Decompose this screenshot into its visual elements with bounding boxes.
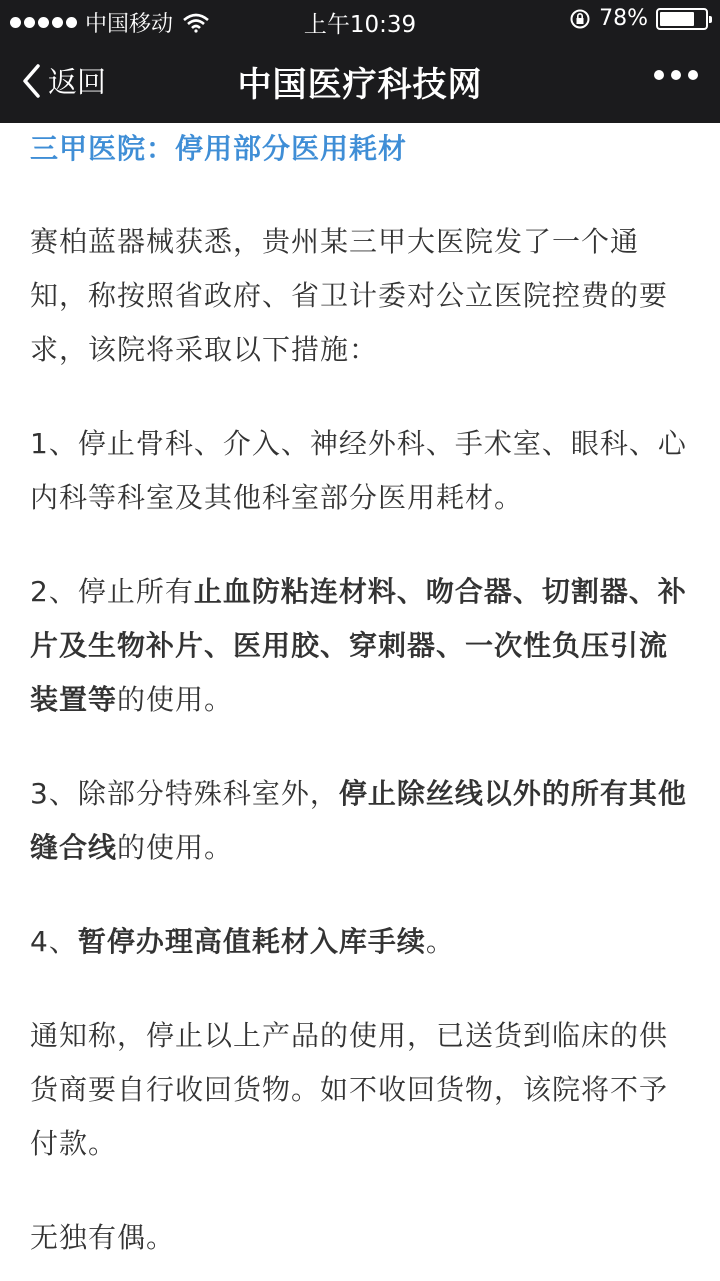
item-4-emphasis: 暂停办理高值耗材入库手续 — [77, 925, 426, 958]
item-2-emphasis: 止血防粘连材料、吻合器、切割器、补片及生物补片、医用胶、穿刺器、一次性负压引流装置等 — [30, 575, 687, 716]
page-title: 中国医疗科技网 — [237, 65, 483, 105]
notice-paragraph: 通知称，停止以上产品的使用，已送货到临床的供货商要自行收回货物。如不收回货物，该院将不予付款。 — [30, 1019, 669, 1160]
list-item-2: 2、停止所有止血防粘连材料、吻合器、切割器、补片及生物补片、医用胶、穿刺器、一次性负压引流装置等的使用。 — [30, 575, 687, 716]
article-heading: 三甲医院：停用部分医用耗材 — [30, 132, 408, 165]
list-item-3: 3、除部分特殊科室外，停止除丝线以外的所有其他缝合线的使用。 — [30, 777, 687, 864]
top-bar — [0, 0, 720, 123]
item-3-emphasis: 停止除丝线以外的所有其他缝合线 — [30, 777, 687, 864]
back-label: 返回 — [48, 65, 107, 99]
article-body — [30, 123, 692, 1265]
battery-icon — [656, 8, 708, 30]
battery-fill — [660, 12, 694, 26]
list-item-1: 1、停止骨科、介入、神经外科、手术室、眼科、心内科等科室及其他科室部分医用耗材。 — [30, 427, 687, 514]
status-time: 上午10:39 — [303, 12, 417, 38]
intro-paragraph: 赛柏蓝器械获悉，贵州某三甲大医院发了一个通知，称按照省政府、省卫计委对公立医院控费的要求，该院将采取以下措施： — [30, 225, 669, 366]
status-bar — [0, 0, 720, 40]
battery-percent: 78% — [599, 6, 648, 31]
rotation-lock-icon — [569, 8, 591, 30]
closing-paragraph: 无独有偶。 — [30, 1221, 176, 1254]
status-right — [569, 6, 708, 31]
more-options-icon[interactable] — [654, 70, 698, 80]
carrier-name: 中国移动 — [85, 12, 174, 37]
nav-bar — [0, 40, 720, 123]
list-item-4: 4、暂停办理高值耗材入库手续。 — [30, 925, 455, 958]
